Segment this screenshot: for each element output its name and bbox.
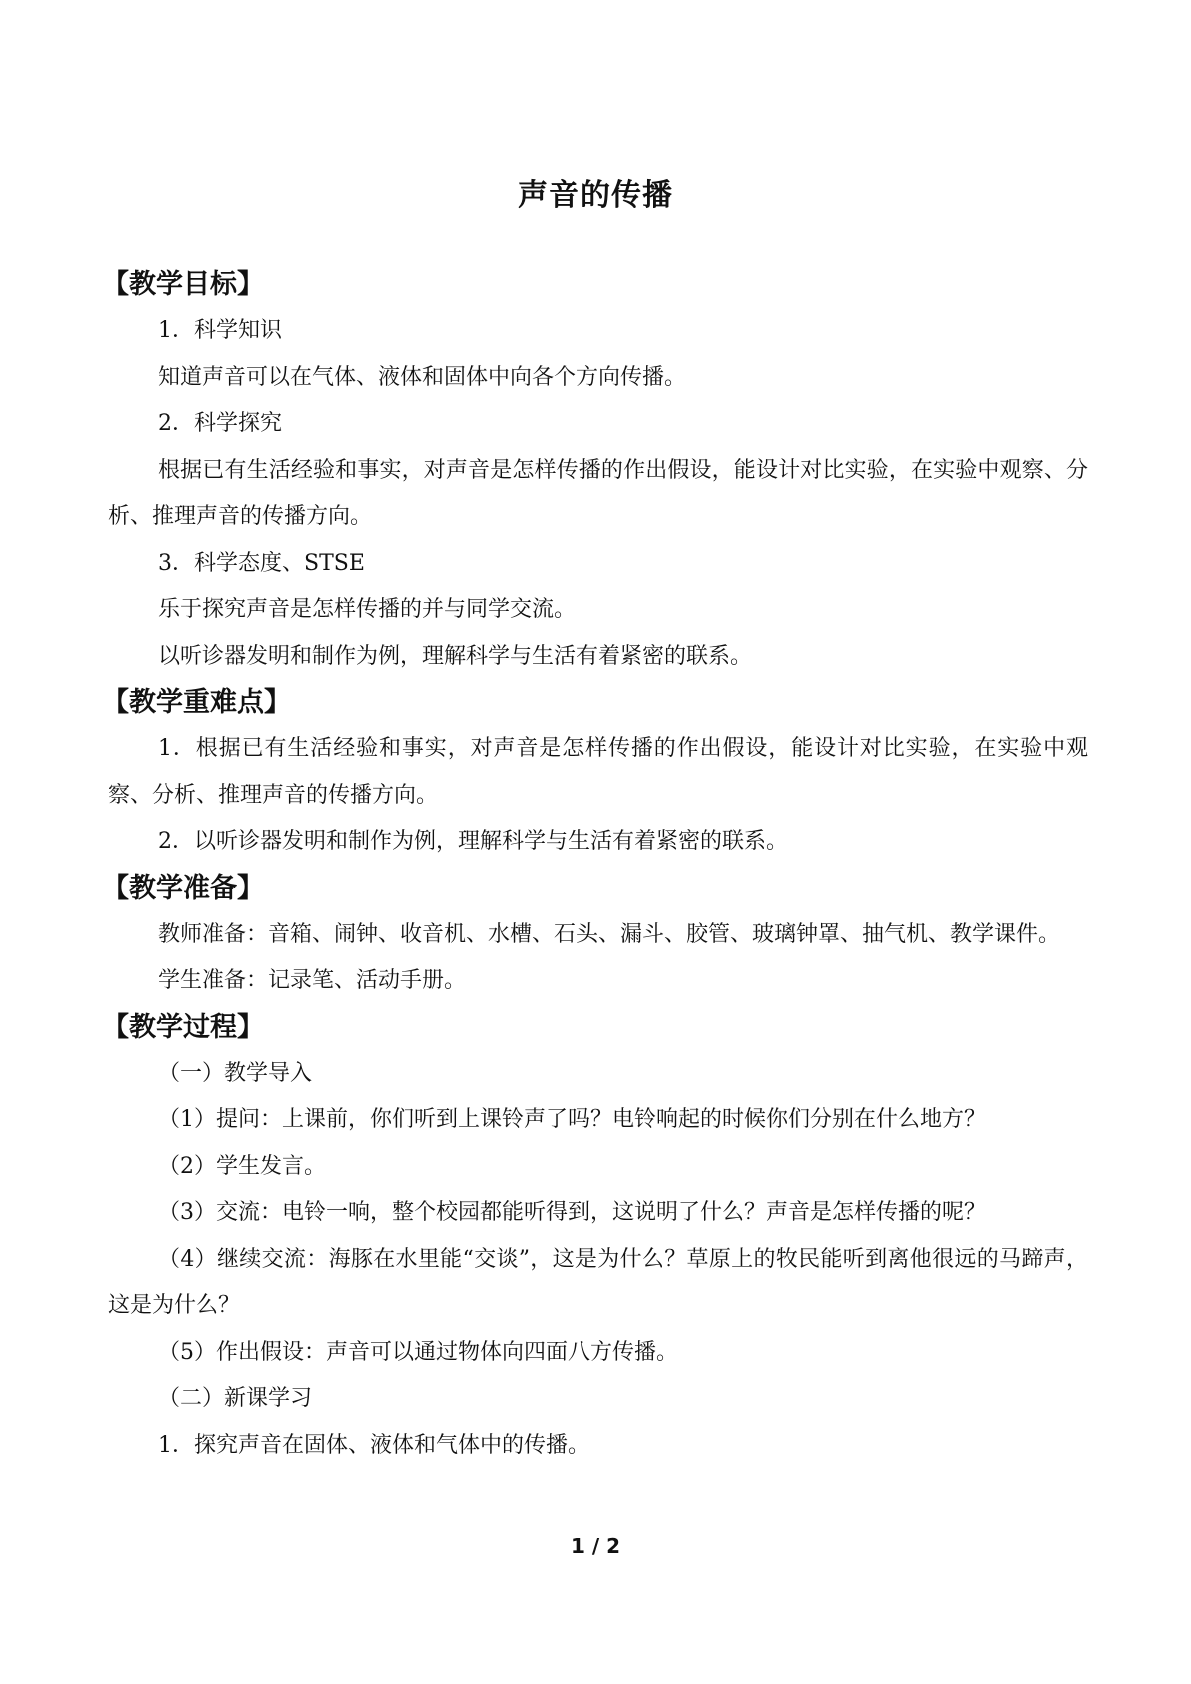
paragraph: 1．探究声音在固体、液体和气体中的传播。 [158,1432,590,1458]
paragraph: 知道声音可以在气体、液体和固体中向各个方向传播。 [158,364,687,390]
paragraph: 根据已有生活经验和事实，对声音是怎样传播的作出假设，能设计对比实验，在实验中观察、分析、推理声音的传播方向。 [108,457,1088,529]
paragraph: （5）作出假设：声音可以通过物体向四面八方传播。 [158,1339,678,1365]
section-heading-process: 【教学过程】 [102,1011,264,1043]
paragraph: 3．科学态度、STSE [158,550,365,576]
paragraph: 2．科学探究 [158,411,282,436]
section-heading-preparation: 【教学准备】 [102,872,264,904]
section-heading-objectives: 【教学目标】 [102,269,264,300]
paragraph: 乐于探究声音是怎样传播的并与同学交流。 [158,597,577,622]
paragraph: （二）新课学习 [158,1386,313,1411]
paragraph: （4）继续交流：海豚在水里能“交谈”，这是为什么？草原上的牧民能听到离他很远的马蹄声，这是为什么？ [108,1246,1088,1318]
paragraph: 以听诊器发明和制作为例，理解科学与生活有着紧密的联系。 [158,643,753,669]
paragraph: 2．以听诊器发明和制作为例，理解科学与生活有着紧密的联系。 [158,829,788,854]
section-heading-key-points: 【教学重难点】 [102,687,291,718]
paragraph: 1．根据已有生活经验和事实，对声音是怎样传播的作出假设，能设计对比实验，在实验中观察、分析、推理声音的传播方向。 [108,736,1088,808]
page-number: 1 / 2 [570,1534,621,1558]
document-title: 声音的传播 [518,178,673,213]
paragraph: 学生准备：记录笔、活动手册。 [158,968,467,993]
document-body [102,262,1088,1469]
paragraph: 1．科学知识 [158,318,282,343]
paragraph: （1）提问：上课前，你们听到上课铃声了吗？电铃响起的时候你们分别在什么地方？ [158,1107,986,1132]
paragraph: （3）交流：电铃一响，整个校园都能听得到，这说明了什么？声音是怎样传播的呢？ [158,1200,986,1225]
paragraph: （2）学生发言。 [158,1153,326,1179]
paragraph: （一）教学导入 [158,1060,313,1086]
paragraph: 教师准备：音箱、闹钟、收音机、水槽、石头、漏斗、胶管、玻璃钟罩、抽气机、教学课件。 [158,921,1061,947]
